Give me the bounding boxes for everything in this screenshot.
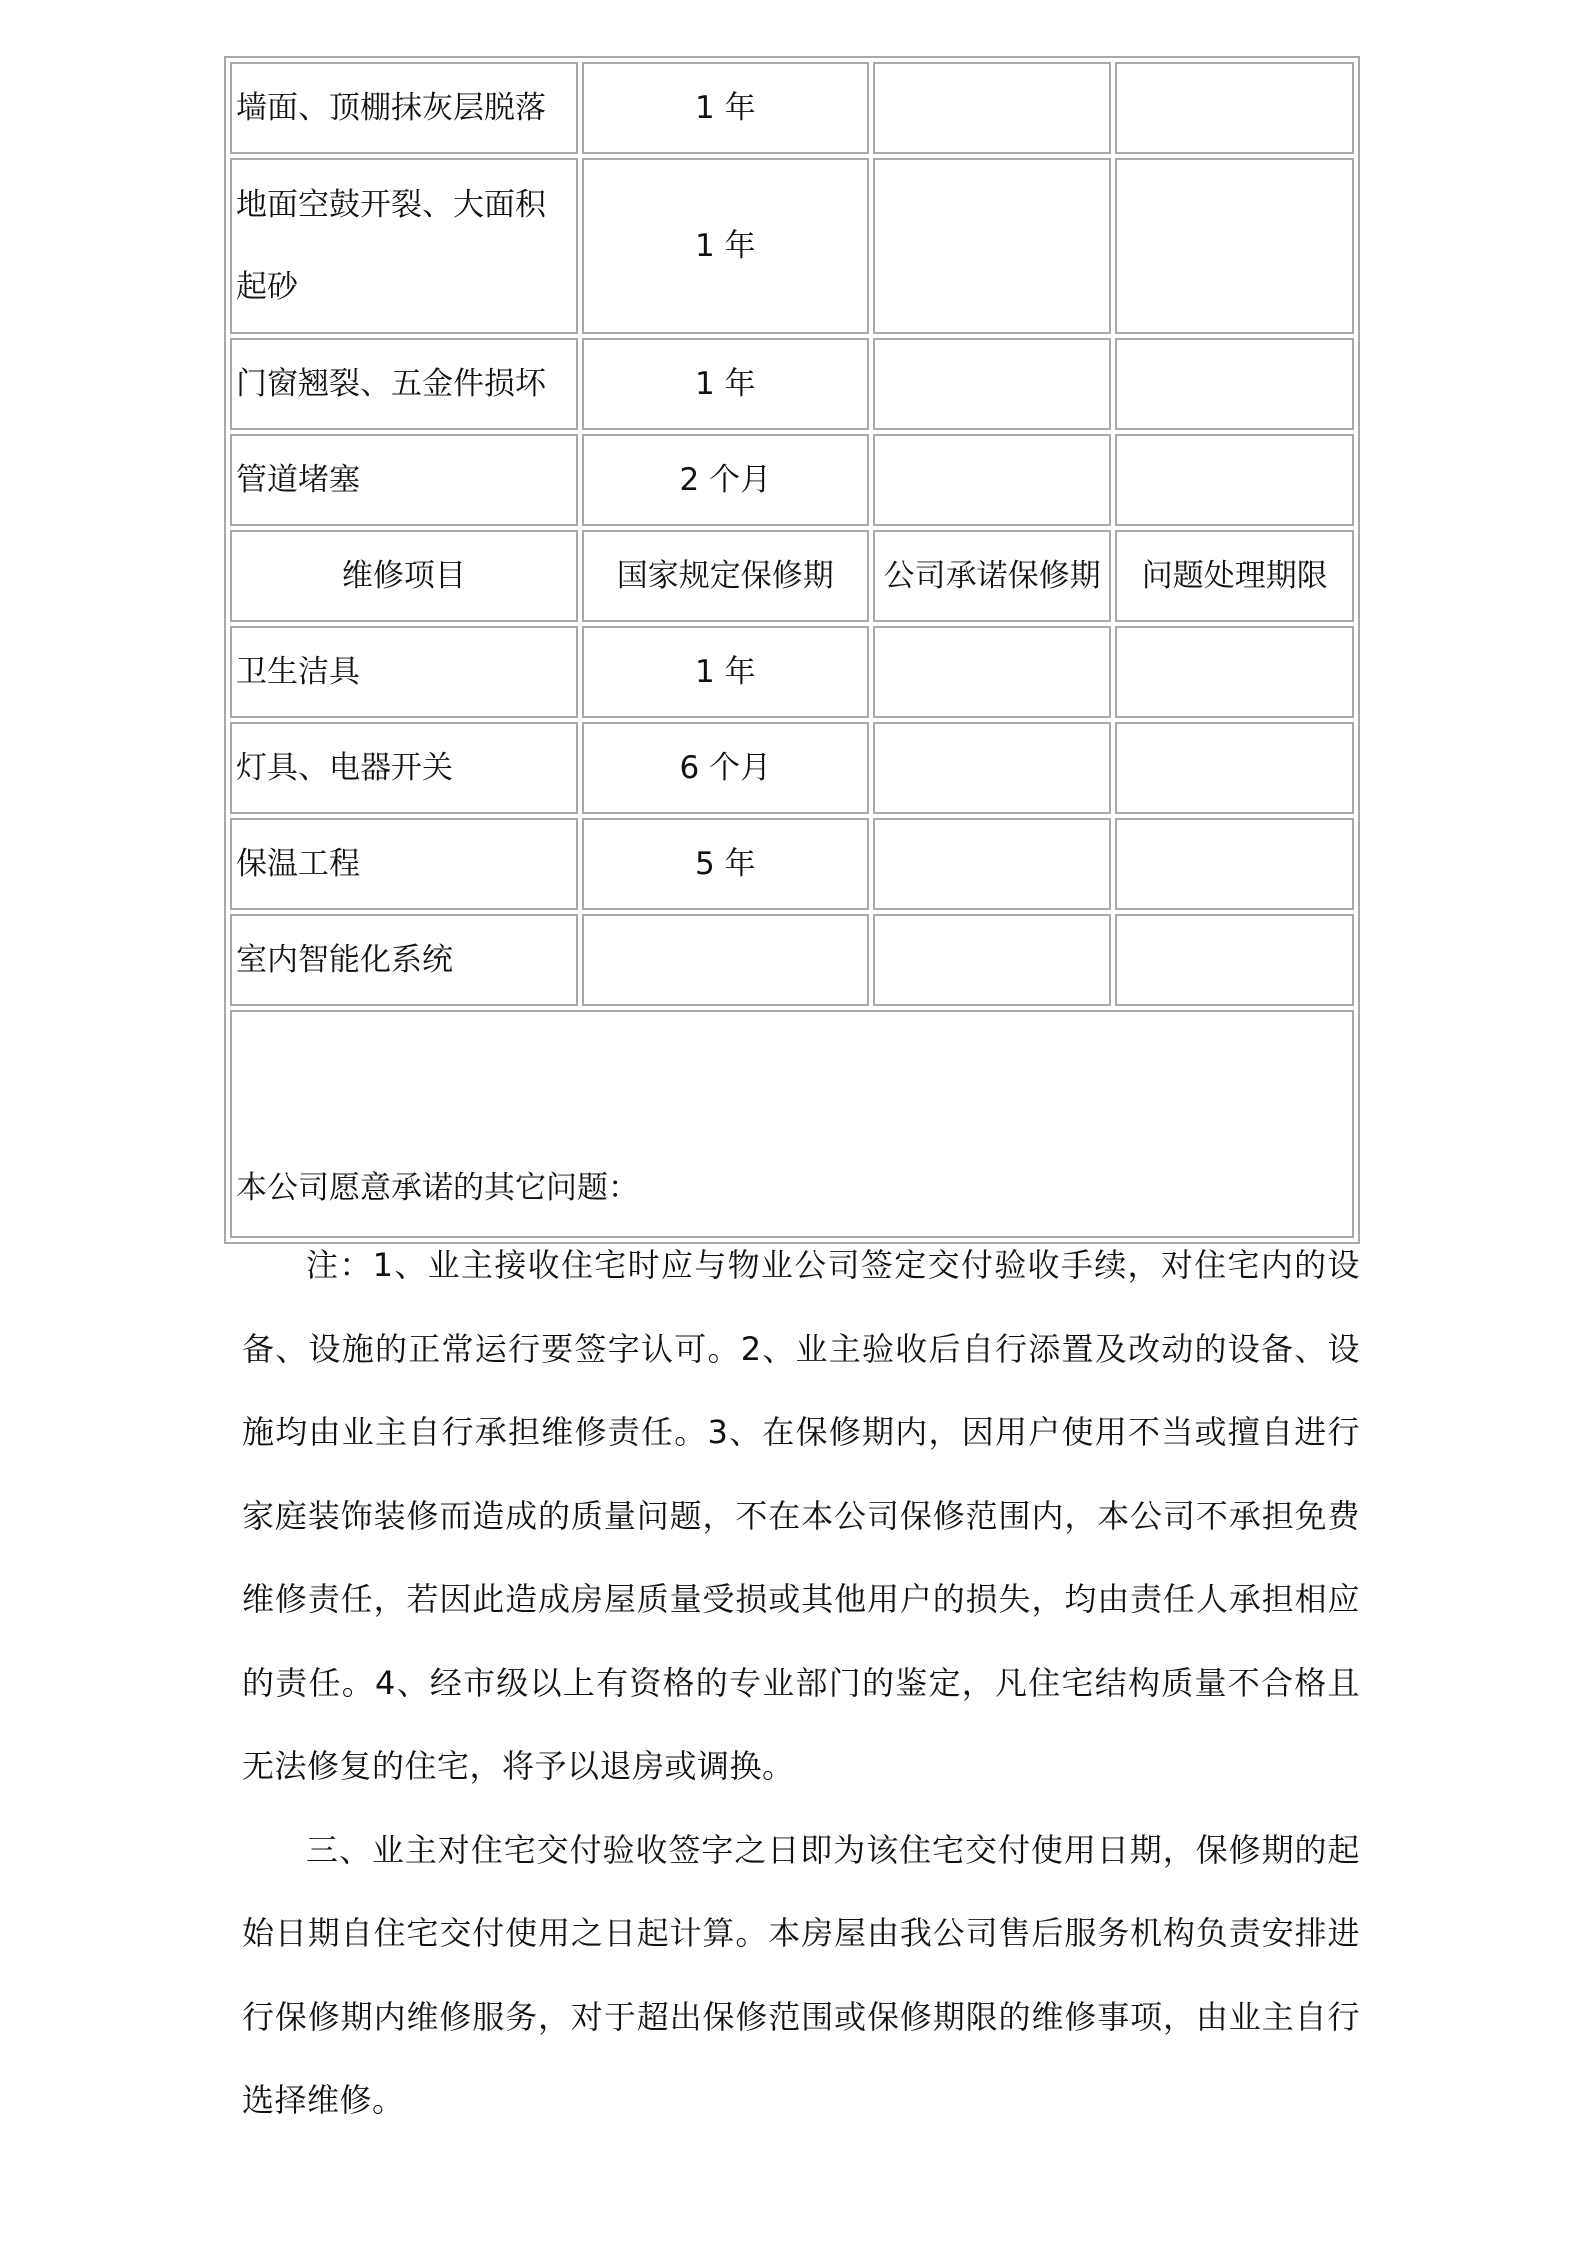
other-issues-row	[230, 1010, 1354, 1238]
item-cell: 灯具、电器开关	[230, 722, 578, 814]
section-three-paragraph: 三、业主对住宅交付验收签字之日即为该住宅交付使用日期，保修期的起始日期自住宅交付使用之日起计算。本房屋由我公司售后服务机构负责安排进行保修期内维修服务，对于超出保修范围或保修期限的维修事项，由业主自行选择维修。	[242, 1830, 1360, 2119]
table-row	[230, 722, 1354, 814]
table-row	[230, 626, 1354, 718]
national-period-cell	[582, 914, 869, 1006]
national-period-cell: 6 个月	[582, 722, 869, 814]
table-row	[230, 818, 1354, 910]
company-period-cell	[873, 62, 1112, 154]
item-cell: 管道堵塞	[230, 434, 578, 526]
other-issues-cell: 本公司愿意承诺的其它问题：	[230, 1010, 1354, 1238]
notes-section	[242, 1224, 1360, 2143]
company-period-cell	[873, 722, 1112, 814]
item-cell: 保温工程	[230, 818, 578, 910]
item-cell: 室内智能化系统	[230, 914, 578, 1006]
company-period-cell	[873, 158, 1112, 334]
deadline-cell	[1115, 914, 1354, 1006]
company-period-cell	[873, 338, 1112, 430]
header-item: 维修项目	[230, 530, 578, 622]
item-cell: 卫生洁具	[230, 626, 578, 718]
deadline-cell	[1115, 626, 1354, 718]
table-row	[230, 62, 1354, 154]
item-cell: 地面空鼓开裂、大面积起砂	[230, 158, 578, 334]
national-period-cell: 1 年	[582, 62, 869, 154]
national-period-cell: 1 年	[582, 626, 869, 718]
note-paragraph: 注：1、业主接收住宅时应与物业公司签定交付验收手续，对住宅内的设备、设施的正常运行要签字认可。2、业主验收后自行添置及改动的设备、设施均由业主自行承担维修责任。3、在保修期内，因用户使用不当或擅自进行家庭装饰装修而造成的质量问题，不在本公司保修范围内，本公司不承担免费维修责任，若因此造成房屋质量受损或其他用户的损失，均由责任人承担相应的责任。4、经市级以上有资格的专业部门的鉴定，凡住宅结构质量不合格且无法修复的住宅，将予以退房或调换。	[242, 1246, 1360, 1785]
deadline-cell	[1115, 434, 1354, 526]
national-period-cell: 2 个月	[582, 434, 869, 526]
table-header-row	[230, 530, 1354, 622]
deadline-cell	[1115, 722, 1354, 814]
national-period-cell: 5 年	[582, 818, 869, 910]
national-period-cell: 1 年	[582, 338, 869, 430]
header-deadline: 问题处理期限	[1115, 530, 1354, 622]
warranty-table	[224, 56, 1360, 1244]
company-period-cell	[873, 914, 1112, 1006]
company-period-cell	[873, 626, 1112, 718]
deadline-cell	[1115, 62, 1354, 154]
company-period-cell	[873, 434, 1112, 526]
deadline-cell	[1115, 158, 1354, 334]
table-row	[230, 158, 1354, 334]
table-row	[230, 914, 1354, 1006]
national-period-cell: 1 年	[582, 158, 869, 334]
table-row	[230, 434, 1354, 526]
table-row	[230, 338, 1354, 430]
header-national-period: 国家规定保修期	[582, 530, 869, 622]
deadline-cell	[1115, 338, 1354, 430]
header-company-period: 公司承诺保修期	[873, 530, 1112, 622]
company-period-cell	[873, 818, 1112, 910]
item-cell: 墙面、顶棚抹灰层脱落	[230, 62, 578, 154]
deadline-cell	[1115, 818, 1354, 910]
item-cell: 门窗翘裂、五金件损坏	[230, 338, 578, 430]
